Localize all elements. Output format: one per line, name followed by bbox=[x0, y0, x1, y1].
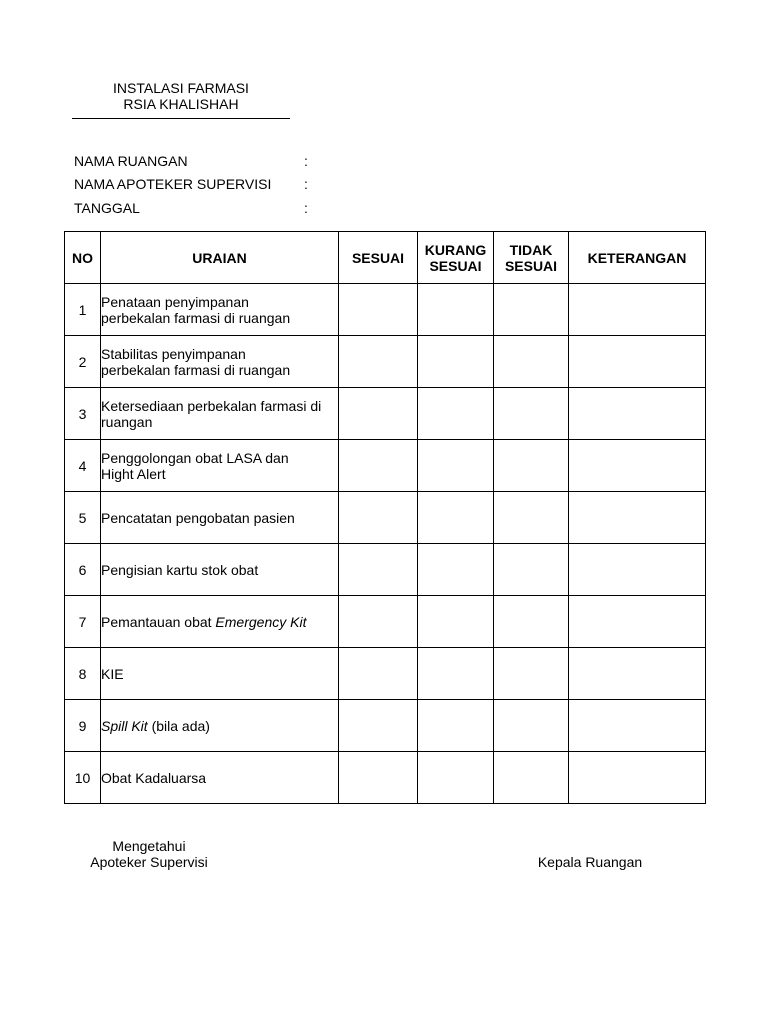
row-description: Spill Kit (bila ada) bbox=[101, 700, 339, 752]
row-description: Pemantauan obat Emergency Kit bbox=[101, 596, 339, 648]
table-row bbox=[65, 492, 706, 544]
header-sesuai: SESUAI bbox=[339, 232, 418, 284]
cell-tidak-sesuai[interactable] bbox=[494, 388, 569, 440]
cell-tidak-sesuai[interactable] bbox=[494, 440, 569, 492]
institution-name: INSTALASI FARMASI bbox=[113, 80, 249, 96]
field-colon: : bbox=[304, 153, 308, 169]
cell-keterangan[interactable] bbox=[569, 596, 706, 648]
row-number: 3 bbox=[65, 388, 101, 440]
cell-keterangan[interactable] bbox=[569, 648, 706, 700]
table-row bbox=[65, 700, 706, 752]
cell-tidak-sesuai[interactable] bbox=[494, 596, 569, 648]
cell-keterangan[interactable] bbox=[569, 388, 706, 440]
cell-sesuai[interactable] bbox=[339, 596, 418, 648]
table-row bbox=[65, 648, 706, 700]
cell-tidak-sesuai[interactable] bbox=[494, 284, 569, 336]
cell-sesuai[interactable] bbox=[339, 752, 418, 804]
row-description: Penggolongan obat LASA dan Hight Alert bbox=[101, 440, 339, 492]
cell-kurang-sesuai[interactable] bbox=[418, 596, 494, 648]
row-description: Penataan penyimpanan perbekalan farmasi di ruangan bbox=[101, 284, 339, 336]
cell-tidak-sesuai[interactable] bbox=[494, 544, 569, 596]
cell-kurang-sesuai[interactable] bbox=[418, 648, 494, 700]
table-row bbox=[65, 336, 706, 388]
table-row bbox=[65, 752, 706, 804]
table-row bbox=[65, 596, 706, 648]
field-colon: : bbox=[304, 200, 308, 216]
cell-keterangan[interactable] bbox=[569, 700, 706, 752]
cell-sesuai[interactable] bbox=[339, 284, 418, 336]
signature-kepala-ruangan bbox=[530, 854, 650, 870]
field-label-nama-ruangan: NAMA RUANGAN bbox=[74, 153, 188, 169]
table-row bbox=[65, 440, 706, 492]
signature-caption: Mengetahui bbox=[112, 838, 186, 854]
row-description: Obat Kadaluarsa bbox=[101, 752, 339, 804]
signature-role: Kepala Ruangan bbox=[537, 854, 643, 870]
row-number: 10 bbox=[65, 752, 101, 804]
field-colon: : bbox=[304, 176, 308, 192]
row-number: 4 bbox=[65, 440, 101, 492]
row-number: 6 bbox=[65, 544, 101, 596]
table-row bbox=[65, 544, 706, 596]
row-description: Pengisian kartu stok obat bbox=[101, 544, 339, 596]
hospital-name: RSIA KHALISHAH bbox=[123, 96, 239, 112]
row-description: Stabilitas penyimpanan perbekalan farmasi di ruangan bbox=[101, 336, 339, 388]
cell-sesuai[interactable] bbox=[339, 648, 418, 700]
cell-kurang-sesuai[interactable] bbox=[418, 700, 494, 752]
cell-keterangan[interactable] bbox=[569, 492, 706, 544]
table-row bbox=[65, 388, 706, 440]
row-number: 9 bbox=[65, 700, 101, 752]
cell-keterangan[interactable] bbox=[569, 440, 706, 492]
cell-sesuai[interactable] bbox=[339, 544, 418, 596]
header-kurang-sesuai: KURANG SESUAI bbox=[418, 232, 494, 284]
row-number: 1 bbox=[65, 284, 101, 336]
row-number: 5 bbox=[65, 492, 101, 544]
row-description: Ketersediaan perbekalan farmasi di ruangan bbox=[101, 388, 339, 440]
field-label-nama-apoteker: NAMA APOTEKER SUPERVISI bbox=[74, 176, 272, 192]
header-underline bbox=[72, 118, 290, 119]
row-description: KIE bbox=[101, 648, 339, 700]
signature-apoteker-supervisi bbox=[84, 838, 214, 870]
cell-kurang-sesuai[interactable] bbox=[418, 752, 494, 804]
cell-sesuai[interactable] bbox=[339, 388, 418, 440]
cell-tidak-sesuai[interactable] bbox=[494, 752, 569, 804]
cell-keterangan[interactable] bbox=[569, 544, 706, 596]
cell-sesuai[interactable] bbox=[339, 700, 418, 752]
institution-header bbox=[72, 80, 290, 112]
cell-tidak-sesuai[interactable] bbox=[494, 648, 569, 700]
table-header-row bbox=[65, 232, 706, 284]
header-tidak-sesuai: TIDAK SESUAI bbox=[494, 232, 569, 284]
cell-sesuai[interactable] bbox=[339, 492, 418, 544]
row-number: 2 bbox=[65, 336, 101, 388]
row-number: 7 bbox=[65, 596, 101, 648]
row-number: 8 bbox=[65, 648, 101, 700]
cell-tidak-sesuai[interactable] bbox=[494, 700, 569, 752]
cell-kurang-sesuai[interactable] bbox=[418, 336, 494, 388]
signature-role: Apoteker Supervisi bbox=[90, 854, 208, 870]
cell-kurang-sesuai[interactable] bbox=[418, 440, 494, 492]
cell-tidak-sesuai[interactable] bbox=[494, 336, 569, 388]
cell-sesuai[interactable] bbox=[339, 336, 418, 388]
header-uraian: URAIAN bbox=[101, 232, 339, 284]
cell-kurang-sesuai[interactable] bbox=[418, 388, 494, 440]
table-row bbox=[65, 284, 706, 336]
header-keterangan: KETERANGAN bbox=[569, 232, 706, 284]
field-label-tanggal: TANGGAL bbox=[74, 200, 140, 216]
row-description: Pencatatan pengobatan pasien bbox=[101, 492, 339, 544]
cell-kurang-sesuai[interactable] bbox=[418, 284, 494, 336]
supervision-checklist-table bbox=[64, 231, 706, 804]
cell-sesuai[interactable] bbox=[339, 440, 418, 492]
cell-kurang-sesuai[interactable] bbox=[418, 492, 494, 544]
header-no: NO bbox=[65, 232, 101, 284]
cell-tidak-sesuai[interactable] bbox=[494, 492, 569, 544]
cell-kurang-sesuai[interactable] bbox=[418, 544, 494, 596]
cell-keterangan[interactable] bbox=[569, 336, 706, 388]
cell-keterangan[interactable] bbox=[569, 284, 706, 336]
cell-keterangan[interactable] bbox=[569, 752, 706, 804]
